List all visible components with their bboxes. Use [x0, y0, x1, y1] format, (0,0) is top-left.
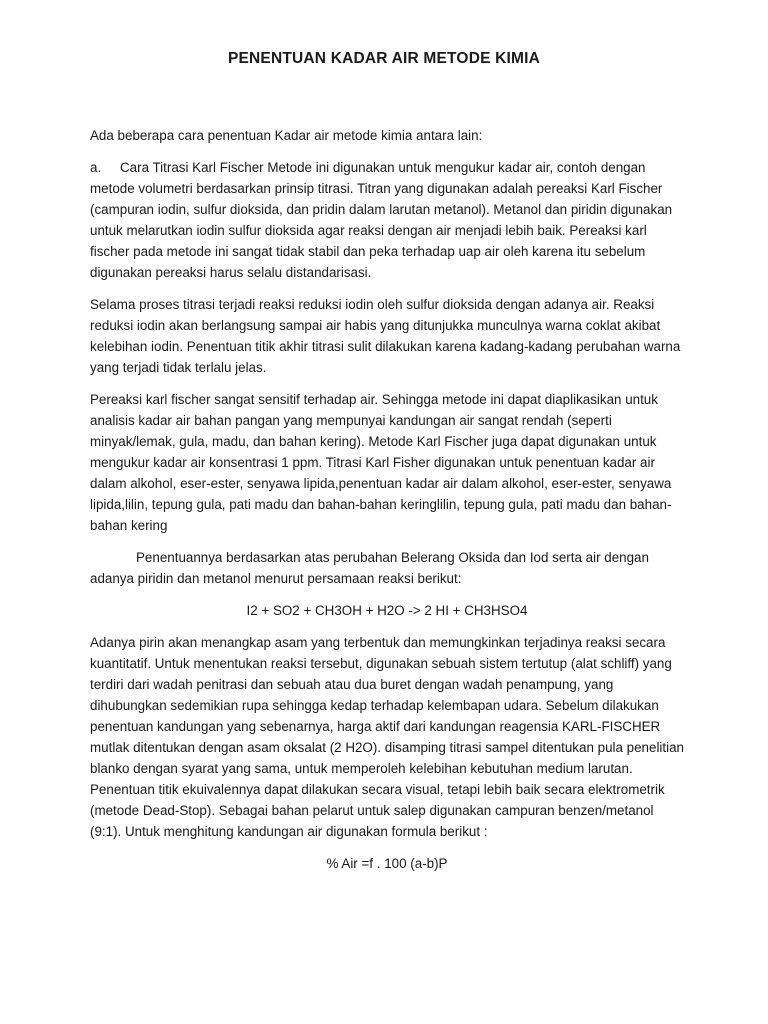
page-title: PENENTUAN KADAR AIR METODE KIMIA [227, 50, 541, 67]
item-a-label: a. [90, 160, 102, 175]
item-a-text: Cara Titrasi Karl Fischer Metode ini digunakan untuk mengukur kadar air, contoh dengan metode volumetri berdasarkan prinsip titrasi. Titran yang digunakan adalah pereaksi Karl Fischer (campuran iodin, sulfur dioksida, dan pridin dalam larutan metanol). Metanol dan piridin digunakan untuk melarutkan iodin sulfur dioksida agar reaksi dengan air menjadi lebih baik. Pereaksi karl fischer pada metode ini sangat tidak stabil dan peka terhadap uap air oleh karena itu sebelum digunakan pereaksi harus selalu distandarisasi. [90, 160, 673, 280]
document-body [90, 125, 684, 885]
item-a-paragraph [90, 157, 684, 283]
paragraph-4: Penentuannya berdasarkan atas perubahan Belerang Oksida dan Iod serta air dengan adanya piridin dan metanol menurut persamaan reaksi berikut: [90, 550, 649, 586]
paragraph-3: Pereaksi karl fischer sangat sensitif terhadap air. Sehingga metode ini dapat diaplikasikan untuk analisis kadar air bahan pangan yang mempunyai kandungan air sangat rendah (seperti minyak/lemak, gula, madu, dan bahan kering). Metode Karl Fischer juga dapat digunakan untuk mengukur kadar air konsentrasi 1 ppm. Titrasi Karl Fisher digunakan untuk penentuan kadar air dalam alkohol, eser-ester, senyawa lipida,penentuan kadar air dalam alkohol, eser-ester, senyawa lipida,lilin, tepung gula, pati madu dan bahan-bahan keringlilin, tepung gula, pati madu dan bahan-bahan kering [90, 392, 672, 533]
paragraph-5: Adanya pirin akan menangkap asam yang terbentuk dan memungkinkan terjadinya reaksi secara kuantitatif. Untuk menentukan reaksi tersebut, digunakan sebuah sistem tertutup (alat schliff) yang terdiri dari wadah penitrasi dan sebuah atau dua buret dengan wadah penampung, yang dihubungkan sedemikian rupa sehingga kedap terhadap kelembapan udara. Sebelum dilakukan penentuan kandungan yang sebenarnya, harga aktif dari kandungan reagensia KARL-FISCHER mutlak ditentukan dengan asam oksalat (2 H2O). disamping titrasi sampel ditentukan pula penelitian blanko dengan syarat yang sama, untuk memperoleh kelebihan kebutuhan medium larutan. Penentuan titik ekuivalennya dapat dilakukan secara visual, tetapi lebih baik secara elektrometrik (metode Dead-Stop). Sebagai bahan pelarut untuk salep digunakan campuran benzen/metanol (9:1). Untuk menghitung kandungan air digunakan formula berikut : [90, 635, 684, 839]
water-content-formula: % Air =f . 100 (a-b)P [326, 856, 448, 871]
paragraph-2: Selama proses titrasi terjadi reaksi reduksi iodin oleh sulfur dioksida dengan adanya air. Reaksi reduksi iodin akan berlangsung sampai air habis yang ditunjukka munculnya warna coklat akibat kelebihan iodin. Penentuan titik akhir titrasi sulit dilakukan karena kadang-kadang perubahan warna yang terjadi tidak terlalu jelas. [90, 297, 681, 375]
intro-paragraph: Ada beberapa cara penentuan Kadar air metode kimia antara lain: [90, 128, 483, 143]
reaction-equation: I2 + SO2 + CH3OH + H2O -> 2 HI + CH3HSO4 [246, 603, 528, 618]
